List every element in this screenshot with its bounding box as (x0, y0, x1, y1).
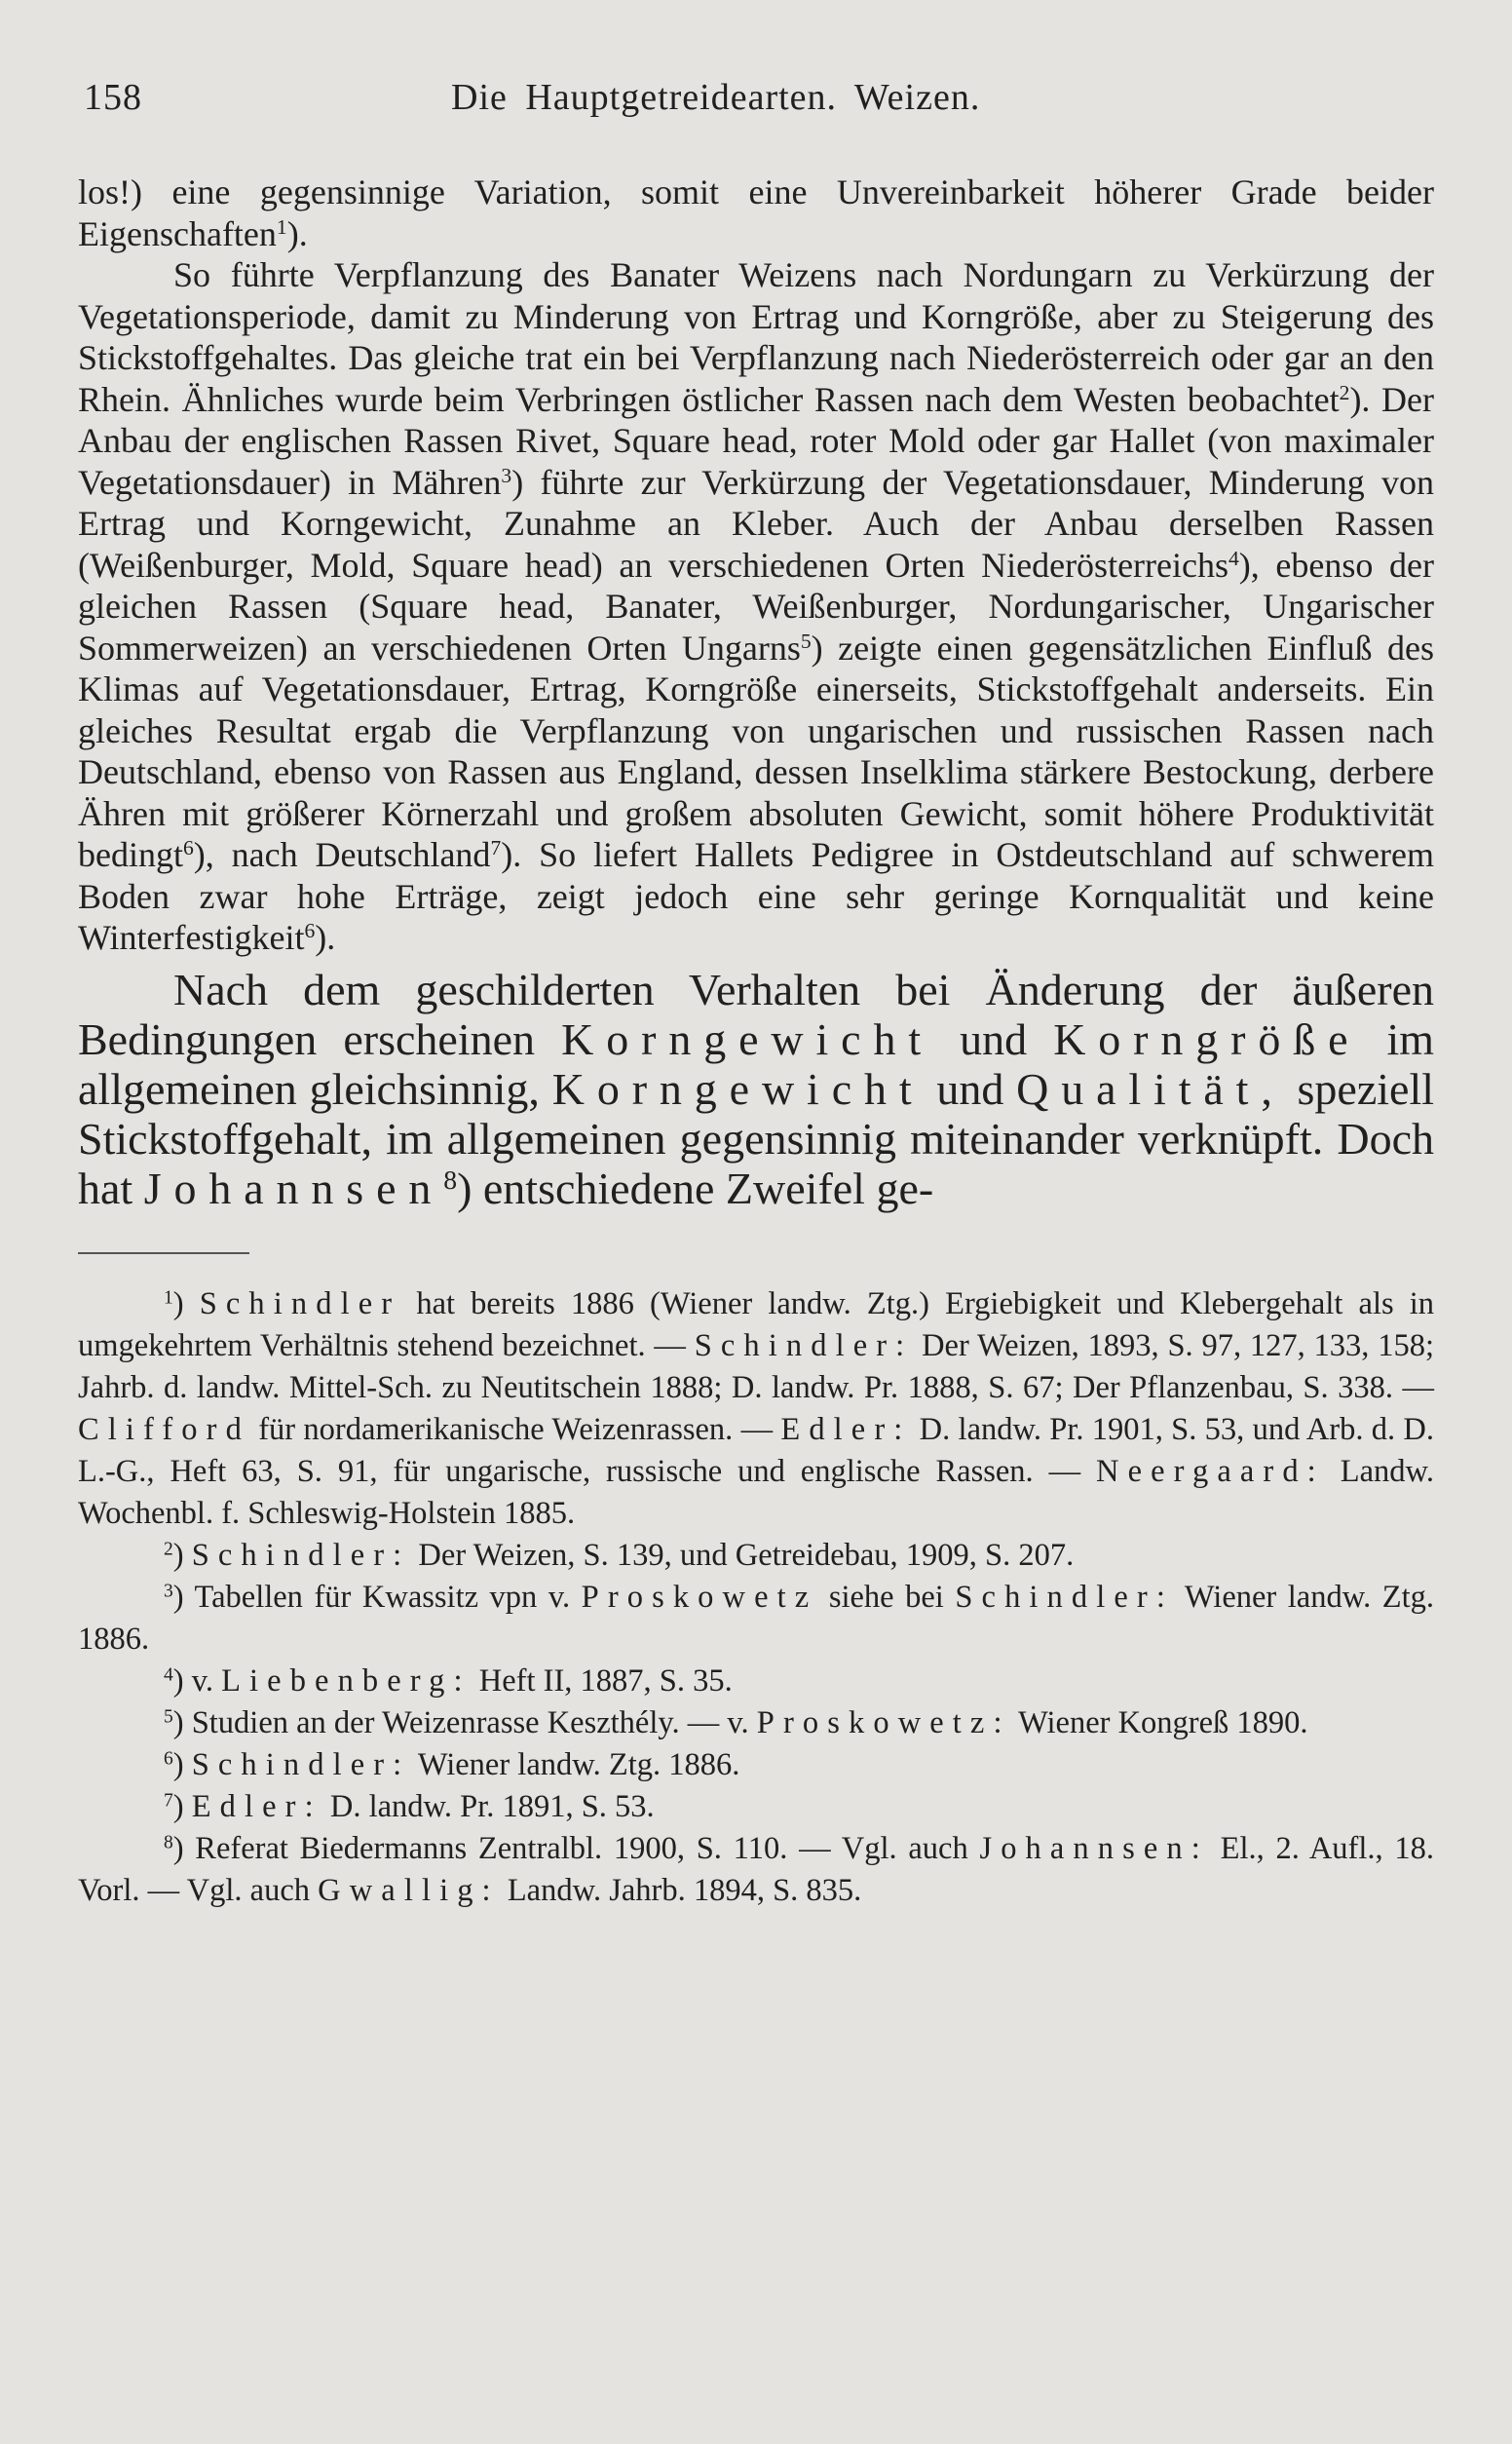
footnote-4: $^4$) v. Liebenberg: Heft II, 1887, S. 35. (164, 1662, 733, 1699)
footnote-ref[interactable]: 2 (1339, 380, 1350, 404)
footnote-ref[interactable]: 7 (490, 836, 502, 860)
main-text (78, 172, 1434, 1213)
paragraph-3: Nach dem geschilderten Verhalten bei Änderung der äußeren Bedingungen erscheinen Korngewicht und Korngröße im allgemeinen gleichsinnig, Korngewicht und Qualität, speziell Stickstoffgehalt, im allgemeinen gegensinnig miteinander verknüpft. Doch hat Johannsen$^8$) entschiedene Zweifel ge- (78, 964, 1435, 1213)
footnote-ref[interactable]: 6 (182, 836, 194, 860)
footnote-3: $^3$) Tabellen für Kwassitz vpn v. Proskowetz siehe bei Schindler: Wiener landw. Ztg. 1886. (78, 1579, 1435, 1657)
footnote-5: $^5$) Studien an der Weizenrasse Keszthély. — v. Proskowetz: Wiener Kongreß 1890. (164, 1704, 1308, 1740)
paragraph-2: So führte Verpflanzung des Banater Weizens nach Nordungarn zu Verkürzung der Vegetationsperiode, damit zu Minderung von Ertrag und Korngröße, aber zu Steigerung des Stickstoffgehaltes. Das gleiche trat ein bei Verpflanzung nach Niederösterreich oder gar an den Rhein. Ähnliches wurde beim Verbringen östlicher Rassen nach dem Westen beobachtet$^2$). Der Anbau der englischen Rassen Rivet, Square head, roter Mold oder gar Hallet (von maximaler Vegetationsdauer) in Mähren$^3$) führte zur Verkürzung der Vegetationsdauer, Minderung von Ertrag und Korngewicht, Zunahme an Kleber. Auch der Anbau derselben Rassen (Weißenburger, Mold, Square head) an verschiedenen Orten Niederösterreichs$^4$), ebenso der gleichen Rassen (Square head, Banater, Weißenburger, Nordungarischer, Ungarischer Sommerweizen) an verschiedenen Orten Ungarns$^5$) zeigte einen gegensätzlichen Einfluß des Klimas auf Vegetationsdauer, Ertrag, Korngröße einerseits, Stickstoffgehalt anderseits. Ein gleiches Resultat ergab die Verpflanzung von ungarischen und russischen Rassen nach Deutschland, ebenso von Rassen aus England, dessen Inselklima stärkere Bestockung, derbere Ähren mit größerer Körnerzahl und großem absoluten Gewicht, somit höhere Produktivität bedingt$^6$), nach Deutschland$^7$). So liefert Hallets Pedigree in Ostdeutschland auf schwerem Boden zwar hohe Erträge, zeigt jedoch eine sehr geringe Kornqualität und keine Winterfestigkeit$^6$). (78, 255, 1435, 957)
running-title: Die Hauptgetreidearten. Weizen. (451, 77, 981, 118)
page-number: 158 (84, 77, 142, 118)
footnote-ref[interactable]: 5 (800, 629, 812, 653)
footnote-ref[interactable]: 3 (501, 463, 512, 487)
running-head (78, 68, 1434, 131)
footnote-6: $^6$) Schindler: Wiener landw. Ztg. 1886. (164, 1746, 740, 1782)
footnote-divider (78, 1252, 249, 1254)
footnote-1: $^1$) Schindler hat bereits 1886 (Wiener landw. Ztg.) Ergiebigkeit und Klebergehalt als in umgekehrtem Verhältnis stehend bezeichnet. — Schindler: Der Weizen, 1893, S. 97, 127, 133, 158; Jahrb. d. landw. Mittel-Sch. zu Neutitschein 1888; D. landw. Pr. 1888, S. 67; Der Pflanzenbau, S. 338. — Clifford für nordamerikanische Weizenrassen. — Edler: D. landw. Pr. 1901, S. 53, und Arb. d. D. L.-G., Heft 63, S. 91, für ungarische, russische und englische Rassen. — Neergaard: Landw. Wochenbl. f. Schleswig-Holstein 1885. (78, 1285, 1435, 1531)
footnotes (78, 1283, 1434, 1912)
footnote-2: $^2$) Schindler: Der Weizen, S. 139, und Getreidebau, 1909, S. 207. (164, 1537, 1075, 1573)
footnote-8: $^8$) Referat Biedermanns Zentralbl. 1900, S. 110. — Vgl. auch Johannsen: El., 2. Aufl., 18. Vorl. — Vgl. auch Gwallig: Landw. Jahrb. 1894, S. 835. (78, 1830, 1435, 1908)
footnote-7: $^7$) Edler: D. landw. Pr. 1891, S. 53. (164, 1788, 655, 1824)
footnote-ref[interactable]: 4 (1228, 546, 1239, 570)
footnote-ref[interactable]: 1 (276, 214, 287, 239)
footnote-ref[interactable]: 8 (443, 1164, 458, 1195)
footnote-ref[interactable]: 6 (304, 919, 316, 943)
paragraph-1: los!) eine gegensinnige Variation, somit eine Unvereinbarkeit höherer Grade beider Eigenschaften$^1$). (78, 172, 1434, 253)
